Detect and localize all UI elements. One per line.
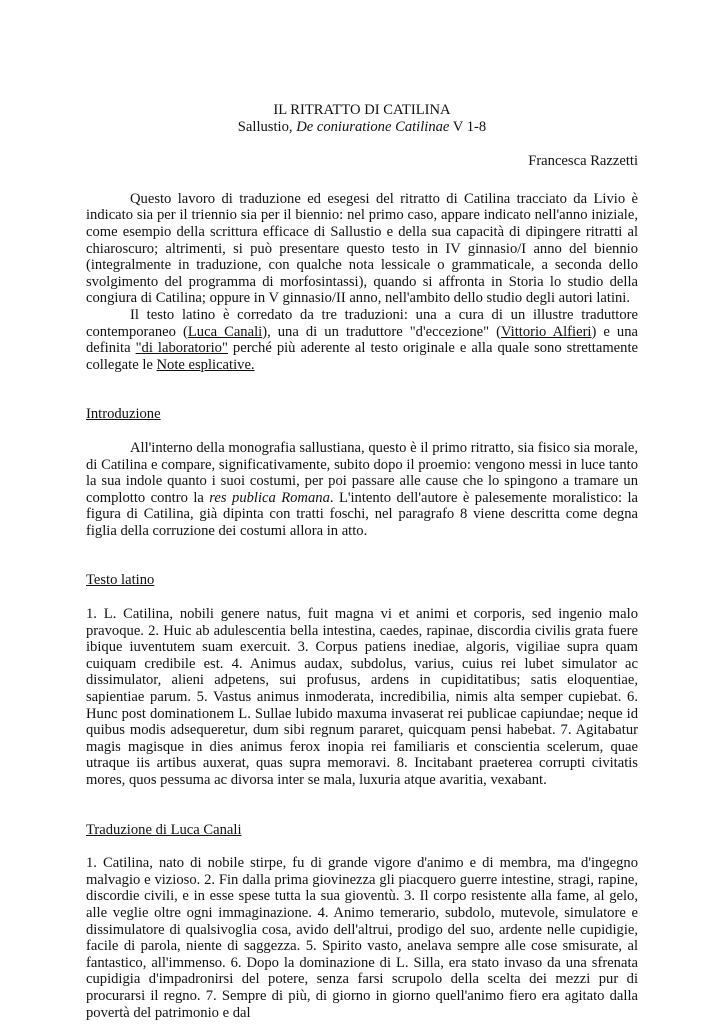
intro-paragraph-1: Questo lavoro di traduzione ed esegesi del ritratto di Catilina tracciato da Livio è indicato sia per il triennio sia per il biennio: nel primo caso, appare indicato nell'anno iniziale, come esempio della scrittura efficace di Sallustio e della sua capacità di dipingere ritratti al chiaroscuro; altrimenti, si può presentare questo testo in IV ginnasio/I anno del biennio (integralmente in traduzione, con qualche nota lessicale o grammaticale, a seconda dello svolgimento del programma di morfosintassi), quando si affronta in Storia lo studio della congiura di Catilina; oppure in V ginnasio/II anno, nell'ambito dello studio degli autori latini. — [86, 190, 638, 307]
heading-introduzione[interactable]: Introduzione — [86, 406, 161, 423]
document-subtitle — [86, 119, 638, 136]
link-vittorio-alfieri[interactable]: Vittorio Alfieri — [501, 323, 592, 340]
intro-p2-text-b: ), una di un traduttore "d'eccezione" ( — [262, 323, 501, 340]
introduzione-emphasis: res publica Romana — [209, 489, 330, 506]
introduzione-paragraph — [86, 440, 638, 540]
link-note-esplicative[interactable]: Note esplicative. — [156, 356, 255, 373]
traduzione-canali-paragraph: 1. Catilina, nato di nobile stirpe, fu di grande vigore d'animo e di membra, ma d'ingegno malvagio e vizioso. 2. Fin dalla prima giovinezza gli piacquero guerre intestine, stragi, rapine, discordie civili, e in esse spese tutta la sua gioventù. 3. Il corpo resistente alla fame, al gelo, alle veglie oltre ogni immaginazione. 4. Animo temerario, subdolo, mutevole, simulatore e dissimulatore di qualsivoglia cosa, avido dell'altrui, prodigo del suo, ardente nelle cupidigie, facile di parola, niente di saggezza. 5. Spirito vasto, anelava sempre alle cose smisurate, al fantastico, all'immenso. 6. Dopo la dominazione di L. Silla, era stato invaso da una sfrenata cupidigia d'impadronirsi del potere, senza farsi scrupolo della scelta dei mezzi pur di procurarsi il regno. 7. Sempre di più, di giorno in giorno quell'animo fiero era agitato dalla povertà del patrimonio e dal — [86, 855, 638, 1021]
subtitle-author: Sallustio, — [237, 118, 293, 135]
author-name: Francesca Razzetti — [528, 153, 638, 170]
intro-p2-text-d: perché più aderente al testo originale e alla quale sono strettamente collegate le — [86, 340, 638, 373]
page-content — [86, 102, 638, 1021]
heading-testo-latino[interactable]: Testo latino — [86, 572, 155, 589]
subtitle-work: De coniuratione Catilinae — [296, 118, 450, 135]
document-title: IL RITRATTO DI CATILINA — [273, 102, 451, 118]
intro-p2-text-c: ) e una definita — [86, 323, 638, 357]
introduzione-text-a: All'interno della monografia sallustiana, questo è il primo ritratto, sia fisico sia morale, di Catilina e compare, significativamente, subito dopo il proemio: vengono messi in luce tanto la sua indole quanto i suoi costumi, per poi passare alle cause che lo spingono a tramare un complotto contro la — [86, 439, 638, 506]
link-di-laboratorio[interactable]: "di laboratorio" — [135, 340, 228, 357]
intro-paragraph-2 — [86, 307, 638, 373]
introduzione-text-b: . L'intento dell'autore è palesemente moralistico: la figura di Catilina, già dipinta con tratti foschi, nel paragrafo 8 viene descritta come degna figlia della corruzione dei costumi allora in atto. — [86, 489, 638, 539]
intro-p2-text-a: Il testo latino è corredato da tre traduzioni: una a cura di un illustre traduttore contemporaneo ( — [86, 306, 638, 340]
link-luca-canali[interactable]: Luca Canali — [187, 323, 263, 340]
heading-traduzione-canali[interactable]: Traduzione di Luca Canali — [86, 821, 242, 838]
subtitle-ref: V 1-8 — [452, 118, 487, 135]
title-block — [86, 102, 638, 135]
testo-latino-paragraph: 1. L. Catilina, nobili genere natus, fuit magna vi et animi et corporis, sed ingenio malo pravoque. 2. Huic ab adulescentia bella intestina, caedes, rapinae, discordia civilis grata fuere ibique iuventutem suam exercuit. 3. Corpus patiens inediae, algoris, vigiliae supra quam cuiquam credibile est. 4. Animus audax, subdolus, varius, cuius rei lubet simulator ac dissimulator, alieni adpetens, sui profusus, ardens in cupiditatibus; satis eloquentiae, sapientiae parum. 5. Vastus animus inmoderata, incredibilia, nimis alta semper cupiebat. 6. Hunc post dominationem L. Sullae lubido maxuma invaserat rei publicae capiundae; neque id quibus modis adsequeretur, dum sibi regnum pararet, quicquam pensi habebat. 7. Agitabatur magis magisque in dies animus ferox inopia rei familiaris et conscientia scelerum, quae utraque iis artibus auxerat, quas supra memoravi. 8. Incitabant praeterea corrupti civitatis mores, quos pessuma ac divorsa inter se mala, luxuria atque avaritia, vexabant. — [86, 606, 638, 788]
